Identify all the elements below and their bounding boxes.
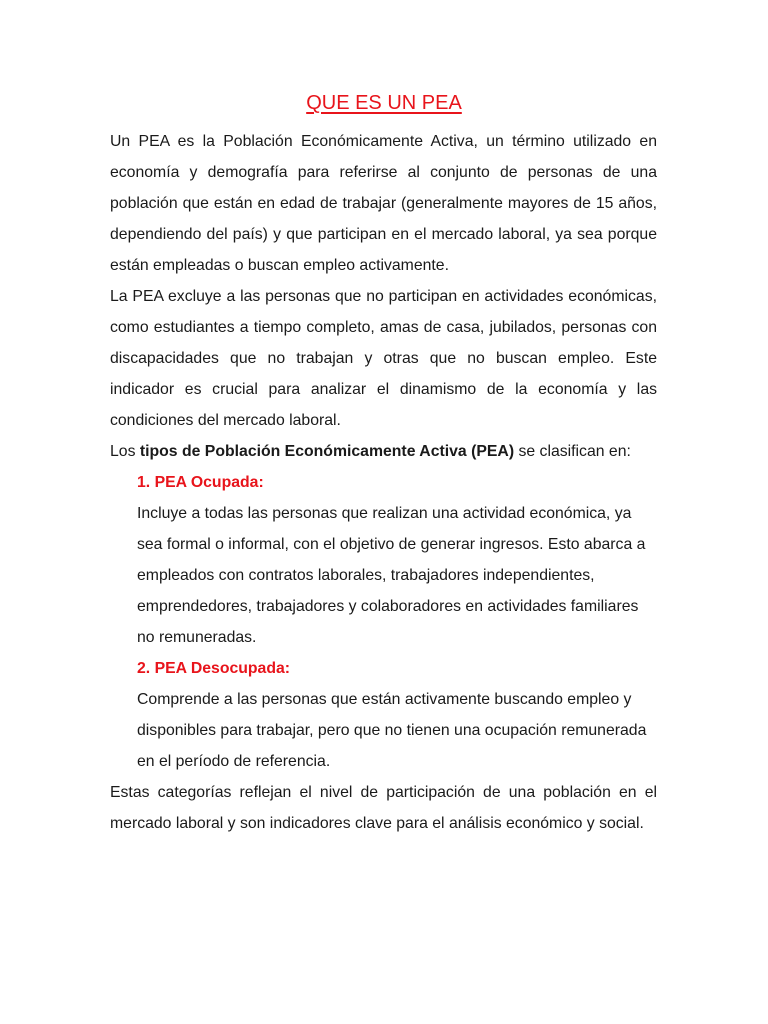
item-heading-ocupada: 1. PEA Ocupada: [137,474,264,491]
types-intro-bold: tipos de Población Económicamente Activa (PEA) [139,443,515,460]
paragraph-definition: Un PEA es la Población Económicamente Activa, un término utilizado en economía y demografía para referirse al conjunto de personas de una población que están en edad de trabajar (generalmente mayores de 15 años, dependiendo del país) y que participan en el mercado laboral, ya sea porque están empleadas o buscan empleo activamente. [110,133,657,274]
item-text-ocupada: Incluye a todas las personas que realizan una actividad económica, ya sea formal o informal, con el objetivo de generar ingresos. Esto abarca a empleados con contratos laborales, trabajadores independientes, emprendedores, trabajadores y colaboradores en actividades familiares no remuneradas. [137,505,646,646]
item-text-desocupada: Comprende a las personas que están activamente buscando empleo y disponibles para trabajar, pero que no tienen una ocupación remunerada en el período de referencia. [137,691,647,770]
paragraph-exclusions: La PEA excluye a las personas que no participan en actividades económicas, como estudiantes a tiempo completo, amas de casa, jubilados, personas con discapacidades que no trabajan y otras que no buscan empleo. Este indicador es crucial para analizar el dinamismo de la economía y las condiciones del mercado laboral. [110,288,657,429]
types-intro-suffix: se clasifican en: [514,443,631,460]
document-title: QUE ES UN PEA [306,92,462,114]
types-intro-prefix: Los [110,443,140,460]
document-body [110,126,657,839]
item-heading-desocupada: 2. PEA Desocupada: [137,660,291,677]
paragraph-types-intro [110,436,657,467]
paragraph-conclusion: Estas categorías reflejan el nivel de participación de una población en el mercado laboral y son indicadores clave para el análisis económico y social. [110,784,657,832]
